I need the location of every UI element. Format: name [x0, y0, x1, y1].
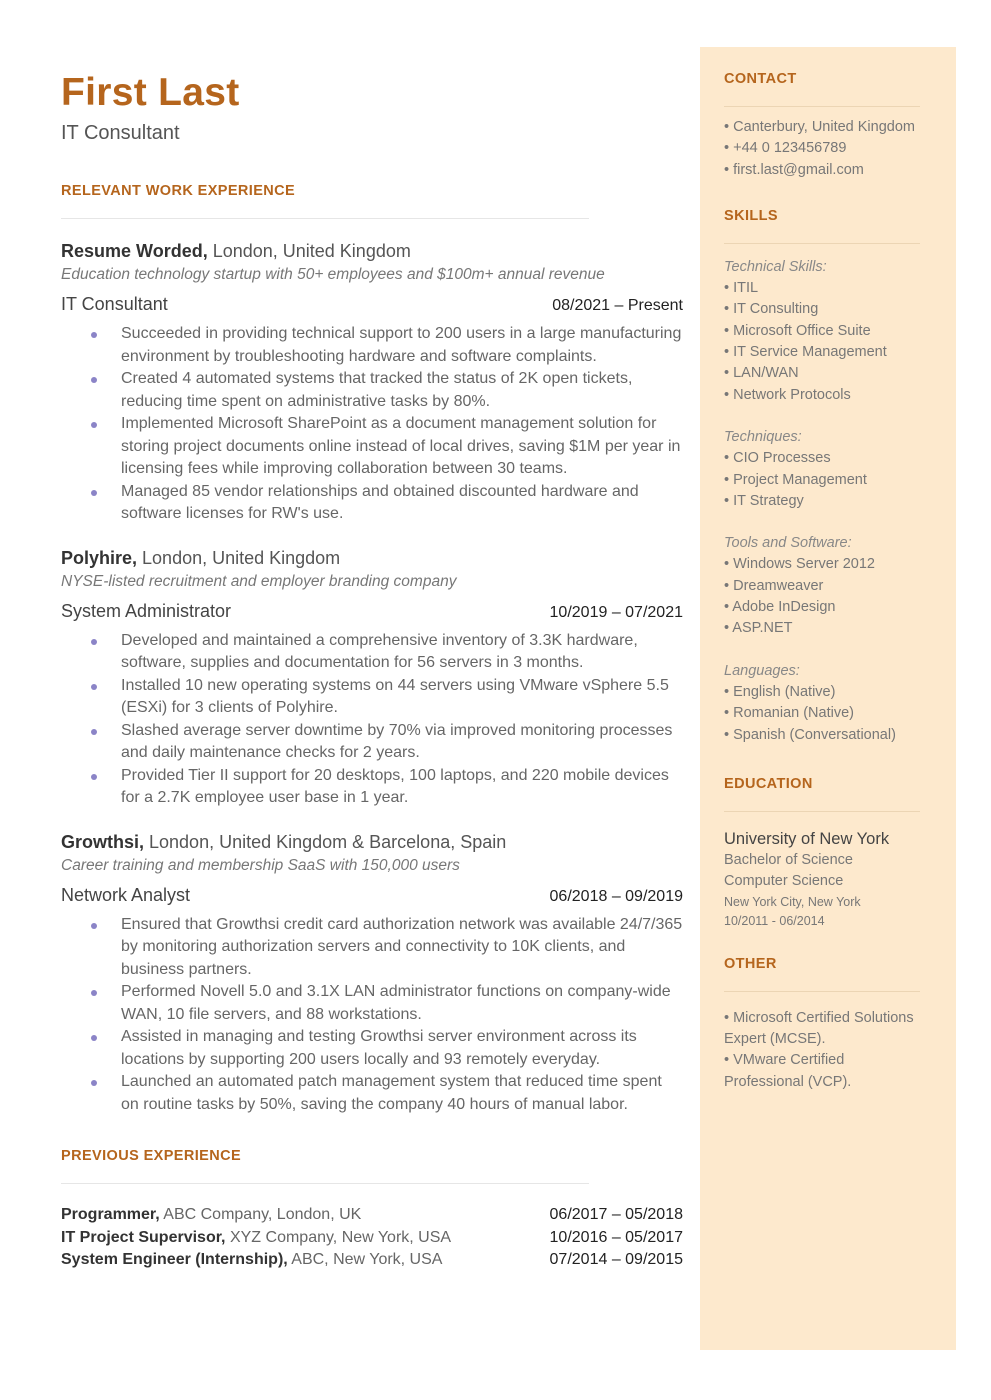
- list-item: Implemented Microsoft SharePoint as a document management solution for storing project documents online instead of local drives, saving $1M per year in licensing fees while improving collaboration between 30 teams.: [61, 413, 683, 481]
- list-item: • IT Consulting: [724, 301, 819, 318]
- list-item: Ensured that Growthsi credit card authorization network was available 24/7/365 by monitoring authorization servers and connectivity to 10K clients, and business partners.: [61, 914, 683, 982]
- list-item: • Microsoft Certified Solutions Expert (MCSE).: [724, 1009, 914, 1048]
- list-item: Managed 85 vendor relationships and obtained discounted hardware and software licenses for RW's use.: [61, 481, 683, 526]
- job-description: Career training and membership SaaS with 150,000 users: [61, 856, 460, 874]
- job-dates: 10/2019 – 07/2021: [549, 603, 683, 621]
- other-list: [724, 1008, 924, 1093]
- previous-experience-row: IT Project Supervisor, XYZ Company, New York, USA 10/2016 – 05/2017: [61, 1228, 683, 1246]
- job-description: Education technology startup with 50+ employees and $100m+ annual revenue: [61, 266, 605, 283]
- job-bullets: [61, 630, 683, 810]
- divider: [724, 243, 920, 244]
- job-company: Growthsi, London, United Kingdom & Barcelona, Spain: [61, 831, 507, 852]
- list-item: • LAN/WAN: [724, 365, 799, 382]
- list-item: • Romanian (Native): [724, 705, 854, 722]
- list-item: • ITIL: [724, 280, 759, 297]
- list-item: • Network Protocols: [724, 386, 851, 403]
- education-school: University of New York: [724, 829, 890, 848]
- list-item: Created 4 automated systems that tracked the status of 2K open tickets, reducing time spent on administrative tasks by 80%.: [61, 368, 683, 413]
- list-item: • VMware Certified Professional (VCP).: [724, 1052, 852, 1090]
- previous-experience-list: [61, 1204, 683, 1272]
- list-item: • IT Strategy: [724, 492, 804, 509]
- main-column: [61, 60, 683, 1272]
- list-item: Performed Novell 5.0 and 3.1X LAN administrator functions on company-wide WAN, 10 file servers, and 88 workstations.: [61, 981, 683, 1026]
- list-item: Launched an automated patch management system that reduced time spent on routine tasks by 50%, saving the company 40 hours of manual labor.: [61, 1071, 683, 1116]
- education-entry: [724, 828, 924, 931]
- education-field: Computer Science: [724, 873, 844, 890]
- list-item: • Windows Server 2012: [724, 556, 875, 573]
- job-title: Network Analyst: [61, 884, 191, 905]
- skill-group: [724, 533, 924, 639]
- job-entry: [61, 830, 683, 1117]
- candidate-name: First Last: [61, 71, 240, 114]
- divider: [724, 106, 920, 107]
- sidebar-content: [724, 71, 924, 1093]
- education-degree: Bachelor of Science: [724, 851, 853, 868]
- list-item: Installed 10 new operating systems on 44 servers using VMware vSphere 5.5 (ESXi) for 3 clients of Polyhire.: [61, 675, 683, 720]
- job-title: System Administrator: [61, 600, 232, 621]
- job-title: IT Consultant: [61, 294, 168, 314]
- contact-location: • Canterbury, United Kingdom: [724, 119, 915, 135]
- list-item: • Adobe InDesign: [724, 599, 836, 616]
- job-company: Resume Worded, London, United Kingdom: [61, 241, 411, 261]
- section-heading-work: RELEVANT WORK EXPERIENCE: [61, 183, 296, 199]
- job-title-row: [61, 880, 683, 912]
- job-entry: [61, 546, 683, 810]
- skill-group-label: Techniques:: [724, 428, 802, 445]
- sidebar-heading-education: EDUCATION: [724, 775, 813, 792]
- job-description: NYSE-listed recruitment and employer branding company: [61, 572, 457, 590]
- skill-group-label: Tools and Software:: [724, 535, 852, 552]
- section-heading-previous: PREVIOUS EXPERIENCE: [61, 1148, 242, 1164]
- list-item: • Spanish (Conversational): [724, 726, 896, 743]
- divider: [724, 991, 920, 992]
- job-entry: [61, 239, 683, 526]
- list-item: • CIO Processes: [724, 450, 831, 467]
- job-title-row: [61, 289, 683, 321]
- list-item: • ASP.NET: [724, 620, 793, 637]
- job-bullets: [61, 323, 683, 526]
- divider: [724, 811, 920, 812]
- list-item: • Dreamweaver: [724, 577, 824, 594]
- list-item: • Microsoft Office Suite: [724, 322, 871, 339]
- education-dates: 10/2011 - 06/2014: [724, 913, 825, 928]
- sidebar: [700, 47, 956, 1350]
- list-item: • English (Native): [724, 683, 836, 700]
- job-title-row: [61, 596, 683, 628]
- job-dates: 08/2021 – Present: [552, 297, 683, 314]
- divider: [61, 218, 589, 219]
- skill-group: [724, 257, 924, 406]
- sidebar-heading-contact: CONTACT: [724, 71, 797, 87]
- education-location: New York City, New York: [724, 894, 861, 909]
- job-bullets: [61, 914, 683, 1117]
- list-item: • Project Management: [724, 471, 867, 488]
- list-item: • IT Service Management: [724, 344, 887, 361]
- candidate-role: IT Consultant: [61, 122, 180, 144]
- skill-group: [724, 427, 924, 512]
- list-item: Provided Tier II support for 20 desktops, 100 laptops, and 220 mobile devices for a 2.7K employee user base in 1 year.: [61, 765, 683, 810]
- contact-phone: • +44 0 123456789: [724, 140, 847, 157]
- job-company: Polyhire, London, United Kingdom: [61, 547, 341, 568]
- contact-list: [724, 117, 924, 181]
- job-dates: 06/2018 – 09/2019: [549, 887, 683, 905]
- contact-email: • first.last@gmail.com: [724, 161, 864, 178]
- sidebar-heading-skills: SKILLS: [724, 207, 778, 224]
- list-item: Developed and maintained a comprehensive inventory of 3.3K hardware, software, supplies and documentation for 56 servers in 3 months.: [61, 630, 683, 675]
- list-item: Assisted in managing and testing Growthsi server environment across its locations by supporting 200 users locally and 93 remotely everyday.: [61, 1026, 683, 1071]
- list-item: Slashed average server downtime by 70% via improved monitoring processes and daily maintenance checks for 2 years.: [61, 720, 683, 765]
- previous-experience-row: Programmer, ABC Company, London, UK 06/2017 – 05/2018: [61, 1206, 683, 1223]
- list-item: Succeeded in providing technical support to 200 users in a large manufacturing environment by troubleshooting hardware and software complaints.: [61, 323, 683, 368]
- sidebar-heading-other: OTHER: [724, 955, 777, 972]
- previous-experience-row: System Engineer (Internship), ABC, New York, USA 07/2014 – 09/2015: [61, 1251, 683, 1268]
- divider: [61, 1183, 589, 1184]
- skill-group: [724, 661, 924, 746]
- skill-group-label: Technical Skills:: [724, 258, 827, 275]
- skill-group-label: Languages:: [724, 662, 800, 679]
